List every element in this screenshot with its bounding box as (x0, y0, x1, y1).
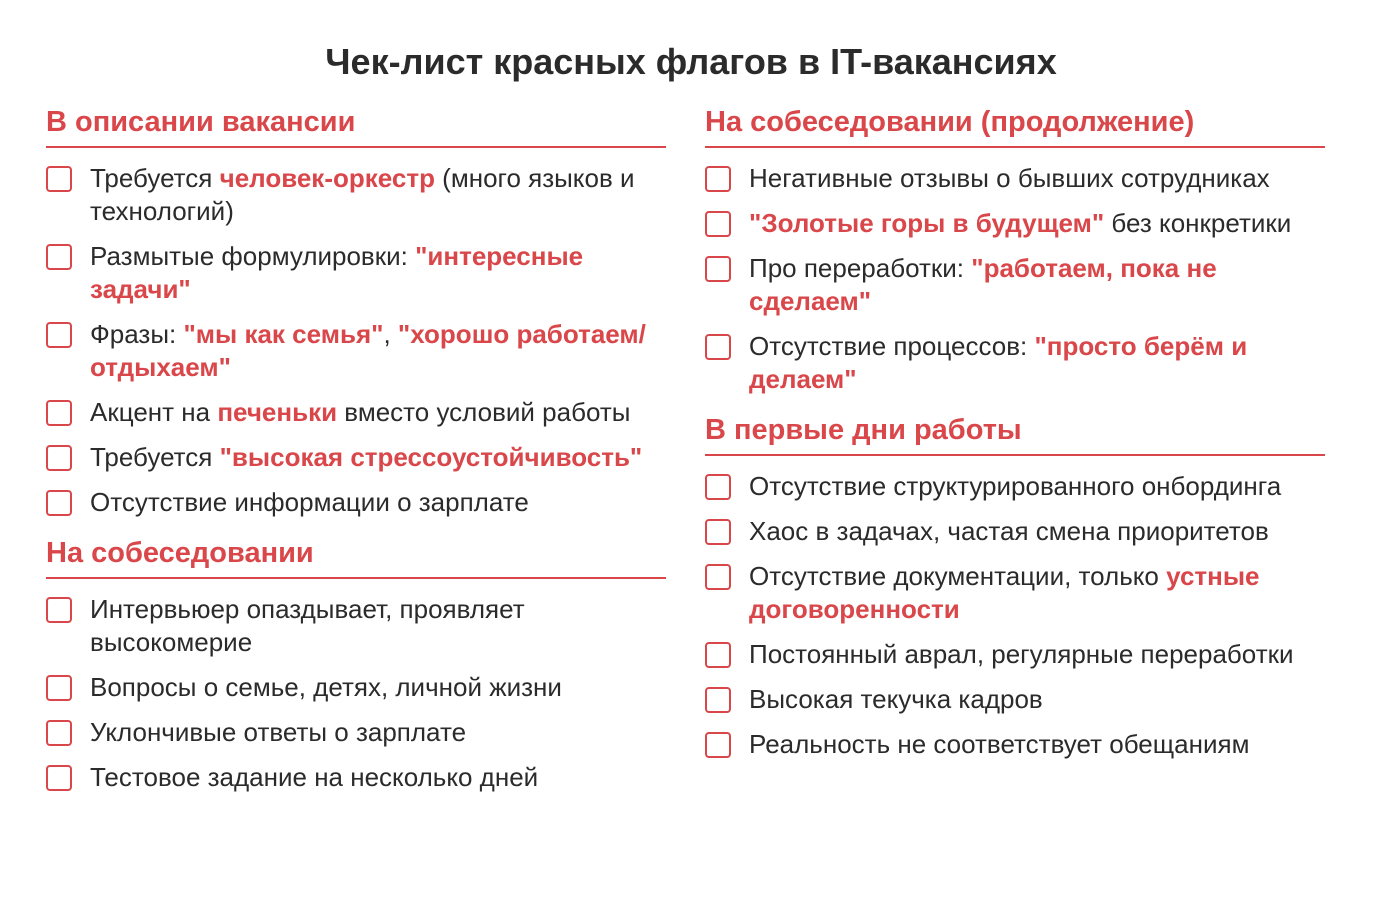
checklist (46, 593, 666, 794)
item-text-segment: Отсутствие информации о зарплате (90, 487, 529, 517)
checklist-item (705, 515, 1325, 548)
checklist-item-text (90, 486, 666, 519)
highlighted-phrase: "хорошо работаем/отдыхаем" (90, 319, 646, 382)
section-heading: В описании вакансии (46, 100, 666, 148)
page-title: Чек-лист красных флагов в IT-вакансиях (325, 41, 1057, 82)
item-text-segment: Реальность не соответствует обещаниям (749, 729, 1250, 759)
checkbox[interactable] (46, 490, 72, 516)
checklist-item (705, 162, 1325, 195)
item-text-segment: Высокая текучка кадров (749, 684, 1043, 714)
checklist-item (705, 207, 1325, 240)
checklist-item-text (749, 560, 1325, 626)
item-text-segment: Отсутствие процессов: (749, 331, 1035, 361)
checkbox[interactable] (46, 597, 72, 623)
section-heading: На собеседовании (46, 531, 666, 579)
highlighted-phrase: "работаем, пока не сделаем" (749, 253, 1217, 316)
checklist-item-text (90, 162, 666, 228)
highlighted-phrase: "Золотые горы в будущем" (749, 208, 1105, 238)
checklist-item-text (749, 207, 1325, 240)
checklist-item (46, 240, 666, 306)
item-text-segment: Интервьюер опаздывает, проявляет высокомерие (90, 594, 525, 657)
item-text-segment: Размытые формулировки: (90, 241, 416, 271)
item-text-segment: без конкретики (1104, 208, 1292, 238)
checkbox[interactable] (705, 211, 731, 237)
checklist-item (705, 252, 1325, 318)
checklist-item (46, 486, 666, 519)
checklist-item (46, 761, 666, 794)
section-heading: В первые дни работы (705, 408, 1325, 456)
highlighted-phrase: "мы как семья" (183, 319, 384, 349)
checkbox[interactable] (46, 720, 72, 746)
checklist-item-text (749, 470, 1325, 503)
item-text-segment: Требуется (90, 442, 220, 472)
checklist-item-text (749, 162, 1325, 195)
checkbox[interactable] (46, 322, 72, 348)
checklist-item-text (749, 728, 1325, 761)
item-text-segment: Хаос в задачах, частая смена приоритетов (749, 516, 1269, 546)
checkbox[interactable] (46, 166, 72, 192)
checklist (705, 162, 1325, 396)
item-text-segment: Акцент на (90, 397, 218, 427)
item-text-segment: Вопросы о семье, детях, личной жизни (90, 672, 562, 702)
highlighted-phrase: "интересные задачи" (90, 241, 584, 304)
checkbox[interactable] (46, 400, 72, 426)
checklist-item-text (90, 396, 666, 429)
checklist-item (705, 470, 1325, 503)
checkbox[interactable] (46, 244, 72, 270)
checklist-section (705, 408, 1325, 761)
checklist-item (705, 683, 1325, 716)
item-text-segment: Негативные отзывы о бывших сотрудниках (749, 163, 1270, 193)
item-text-segment: Уклончивые ответы о зарплате (90, 717, 467, 747)
checkbox[interactable] (705, 334, 731, 360)
checklist-item (705, 638, 1325, 671)
checkbox[interactable] (705, 642, 731, 668)
checkbox[interactable] (705, 687, 731, 713)
checkbox[interactable] (46, 445, 72, 471)
checklist-item (46, 593, 666, 659)
highlighted-phrase: "высокая стрессоустойчивость" (219, 442, 643, 472)
right-column (705, 100, 1325, 773)
checklist-item-text (90, 593, 666, 659)
highlighted-phrase: печеньки (217, 397, 338, 427)
checklist-item (705, 330, 1325, 396)
item-text-segment: Требуется (90, 163, 220, 193)
checkbox[interactable] (705, 732, 731, 758)
checklist-section (705, 100, 1325, 396)
highlighted-phrase: устные договоренности (749, 561, 1260, 624)
checkbox[interactable] (46, 675, 72, 701)
checkbox[interactable] (705, 256, 731, 282)
checkbox[interactable] (705, 564, 731, 590)
item-text-segment: вместо условий работы (337, 397, 631, 427)
checklist-item-text (90, 240, 666, 306)
left-column (46, 100, 666, 806)
checklist-item (705, 728, 1325, 761)
item-text-segment: (много языков и технологий) (90, 163, 635, 226)
checklist-item (46, 318, 666, 384)
checklist-item (46, 671, 666, 704)
highlighted-phrase: "просто берём и делаем" (749, 331, 1248, 394)
item-text-segment: Отсутствие структурированного онбординга (749, 471, 1282, 501)
section-heading: На собеседовании (продолжение) (705, 100, 1325, 148)
checklist-item (705, 560, 1325, 626)
checklist-item (46, 162, 666, 228)
checkbox[interactable] (705, 166, 731, 192)
checklist-item-text (749, 330, 1325, 396)
checkbox[interactable] (705, 519, 731, 545)
checklist (46, 162, 666, 519)
checklist-item-text (90, 671, 666, 704)
item-text-segment: Про переработки: (749, 253, 972, 283)
item-text-segment: Постоянный аврал, регулярные переработки (749, 639, 1294, 669)
checklist-item (46, 716, 666, 749)
checklist (705, 470, 1325, 761)
checklist-item-text (90, 761, 666, 794)
checklist-item-text (749, 515, 1325, 548)
checklist-item-text (90, 716, 666, 749)
checklist-section (46, 531, 666, 794)
checklist-item (46, 396, 666, 429)
checkbox[interactable] (705, 474, 731, 500)
checklist-item-text (749, 252, 1325, 318)
checklist-item-text (90, 318, 666, 384)
checklist-item-text (90, 441, 666, 474)
item-text-segment: Фразы: (90, 319, 184, 349)
item-text-segment: Отсутствие документации, только (749, 561, 1167, 591)
checklist-item-text (749, 638, 1325, 671)
item-text-segment: , (383, 319, 398, 349)
checklist-item (46, 441, 666, 474)
checklist-item-text (749, 683, 1325, 716)
item-text-segment: Тестовое задание на несколько дней (90, 762, 539, 792)
checklist-section (46, 100, 666, 519)
highlighted-phrase: человек-оркестр (219, 163, 435, 193)
checkbox[interactable] (46, 765, 72, 791)
